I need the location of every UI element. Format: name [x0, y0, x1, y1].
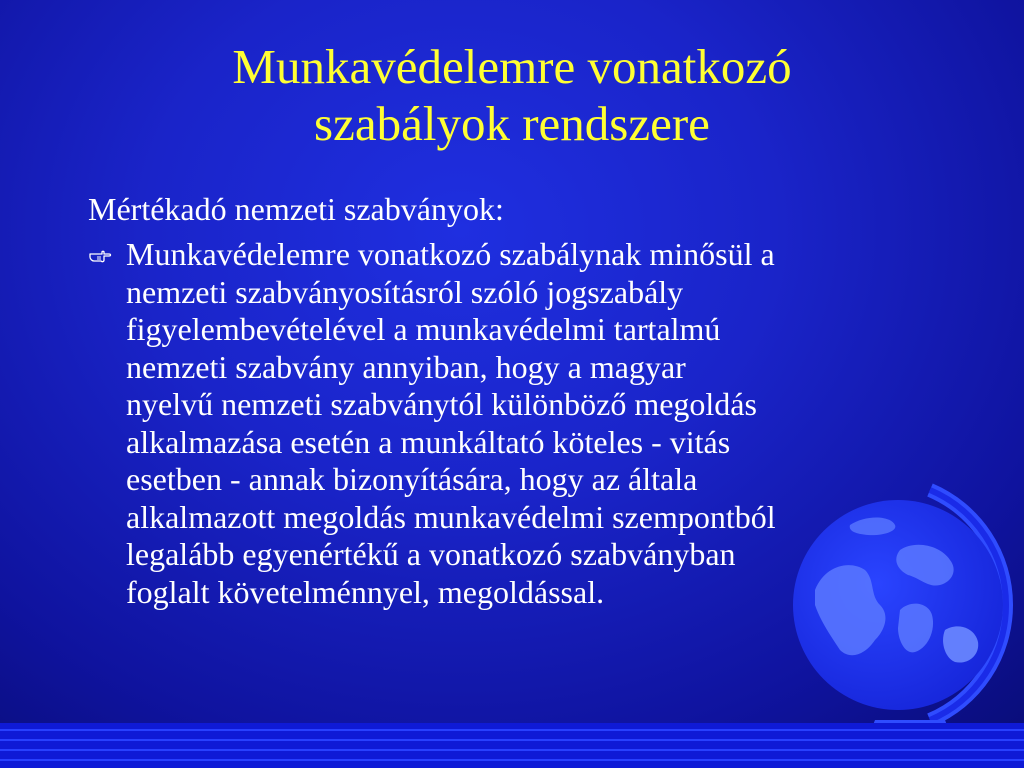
bullet-line: nyelvű nemzeti szabványtól különböző megoldás [126, 386, 757, 422]
bullet-line: foglalt követelménnyel, megoldással. [126, 573, 605, 610]
title-line: szabályok rendszere [314, 96, 710, 151]
bullet-text [126, 236, 946, 611]
title-line: Munkavédelemre vonatkozó [232, 39, 792, 94]
footer-stripe [0, 749, 1024, 751]
bullet-item [88, 236, 948, 611]
bullet-line: nemzeti szabványosításról szóló jogszabály [126, 273, 684, 310]
bullet-line: alkalmazott megoldás munkavédelmi szempontból [126, 498, 776, 535]
pointing-hand-icon [88, 246, 112, 264]
slide-title [0, 38, 1024, 152]
bullet-line: Munkavédelemre vonatkozó szabálynak minősül a [126, 236, 775, 272]
bullet-line: figyelembevételével a munkavédelmi tartalmú [126, 311, 721, 347]
footer-stripe [0, 759, 1024, 761]
bullet-line: legalább egyenértékű a vonatkozó szabványban [126, 536, 736, 572]
footer-band [0, 723, 1024, 768]
footer-stripe [0, 739, 1024, 741]
bullet-line: alkalmazása esetén a munkáltató köteles - vitás [126, 423, 731, 460]
bullet-line: esetben - annak bizonyítására, hogy az általa [126, 461, 698, 497]
section-heading: Mértékadó nemzeti szabványok: [88, 191, 504, 227]
bullet-line: nemzeti szabvány annyiban, hogy a magyar [126, 348, 686, 385]
footer-stripe [0, 729, 1024, 731]
